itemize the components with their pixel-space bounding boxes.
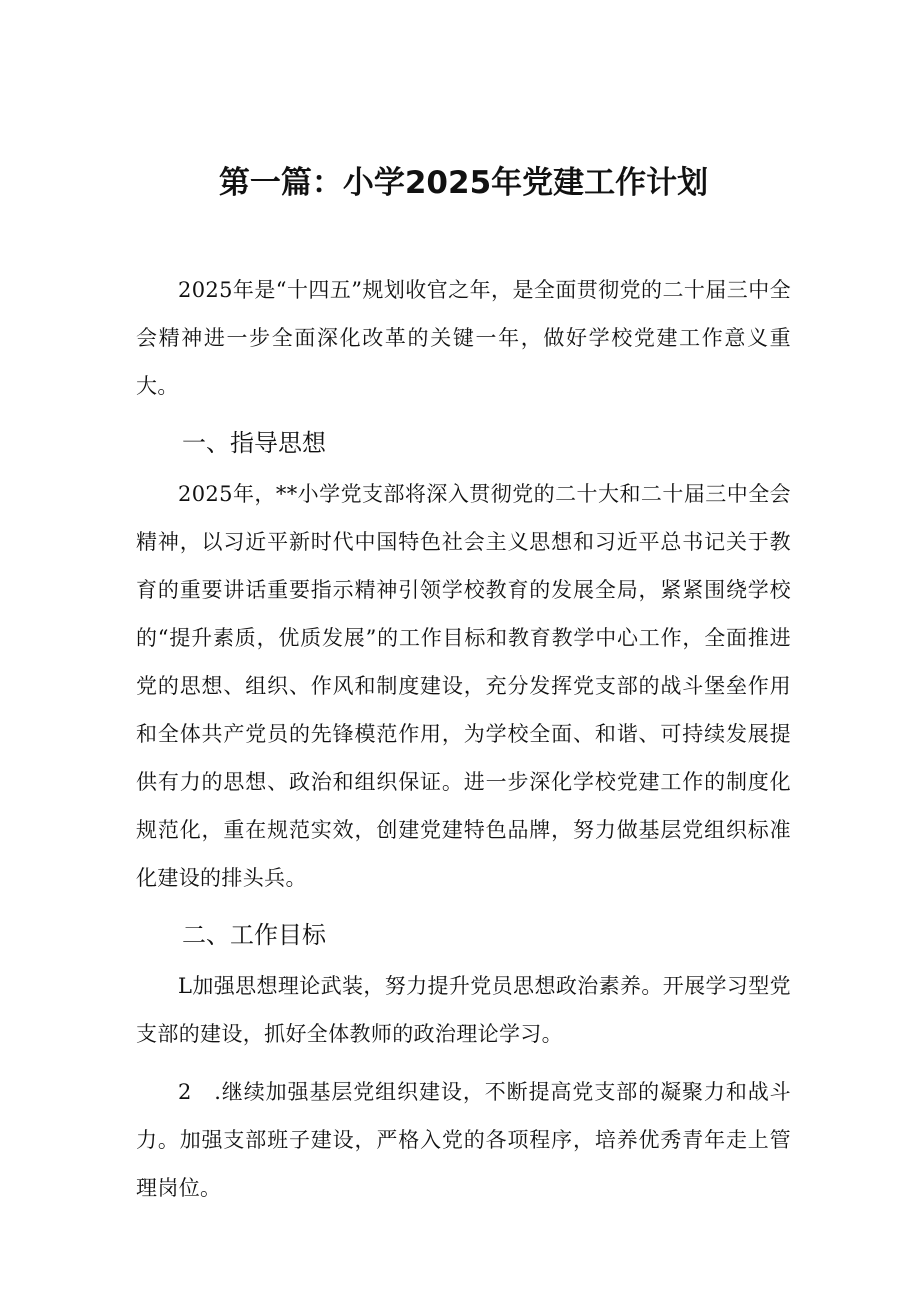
document-title: 第一篇：小学2025年党建工作计划 [218,165,709,201]
work-goal-item-2: 2 .继续加强基层党组织建设，不断提高党支部的凝聚力和战斗力。加强支部班子建设，严格入党的各项程序，培养优秀青年走上管理岗位。 [136,1080,791,1200]
intro-paragraph: 2025年是“十四五”规划收官之年，是全面贯彻党的二十届三中全会精神进一步全面深化改革的关键一年，做好学校党建工作意义重大。 [136,278,791,398]
section-heading-work-goals: 二、工作目标 [182,921,326,949]
section-heading-guiding-thought: 一、指导思想 [182,429,326,457]
document-content [136,160,791,1222]
guiding-thought-paragraph: 2025年，**小学党支部将深入贯彻党的二十大和二十届三中全会精神，以习近平新时代中国特色社会主义思想和习近平总书记关于教育的重要讲话重要指示精神引领学校教育的发展全局，紧紧围绕学校的“提升素质，优质发展”的工作目标和教育教学中心工作，全面推进党的思想、组织、作风和制度建设，充分发挥党支部的战斗堡垒作用和全体共产党员的先锋模范作用，为学校全面、和谐、可持续发展提供有力的思想、政治和组织保证。进一步深化学校党建工作的制度化规范化，重在规范实效，创建党建特色品牌，努力做基层党组织标准化建设的排头兵。 [136,482,791,890]
work-goal-item-1: L加强思想理论武装，努力提升党员思想政治素养。开展学习型党支部的建设，抓好全体教师的政治理论学习。 [136,974,791,1046]
